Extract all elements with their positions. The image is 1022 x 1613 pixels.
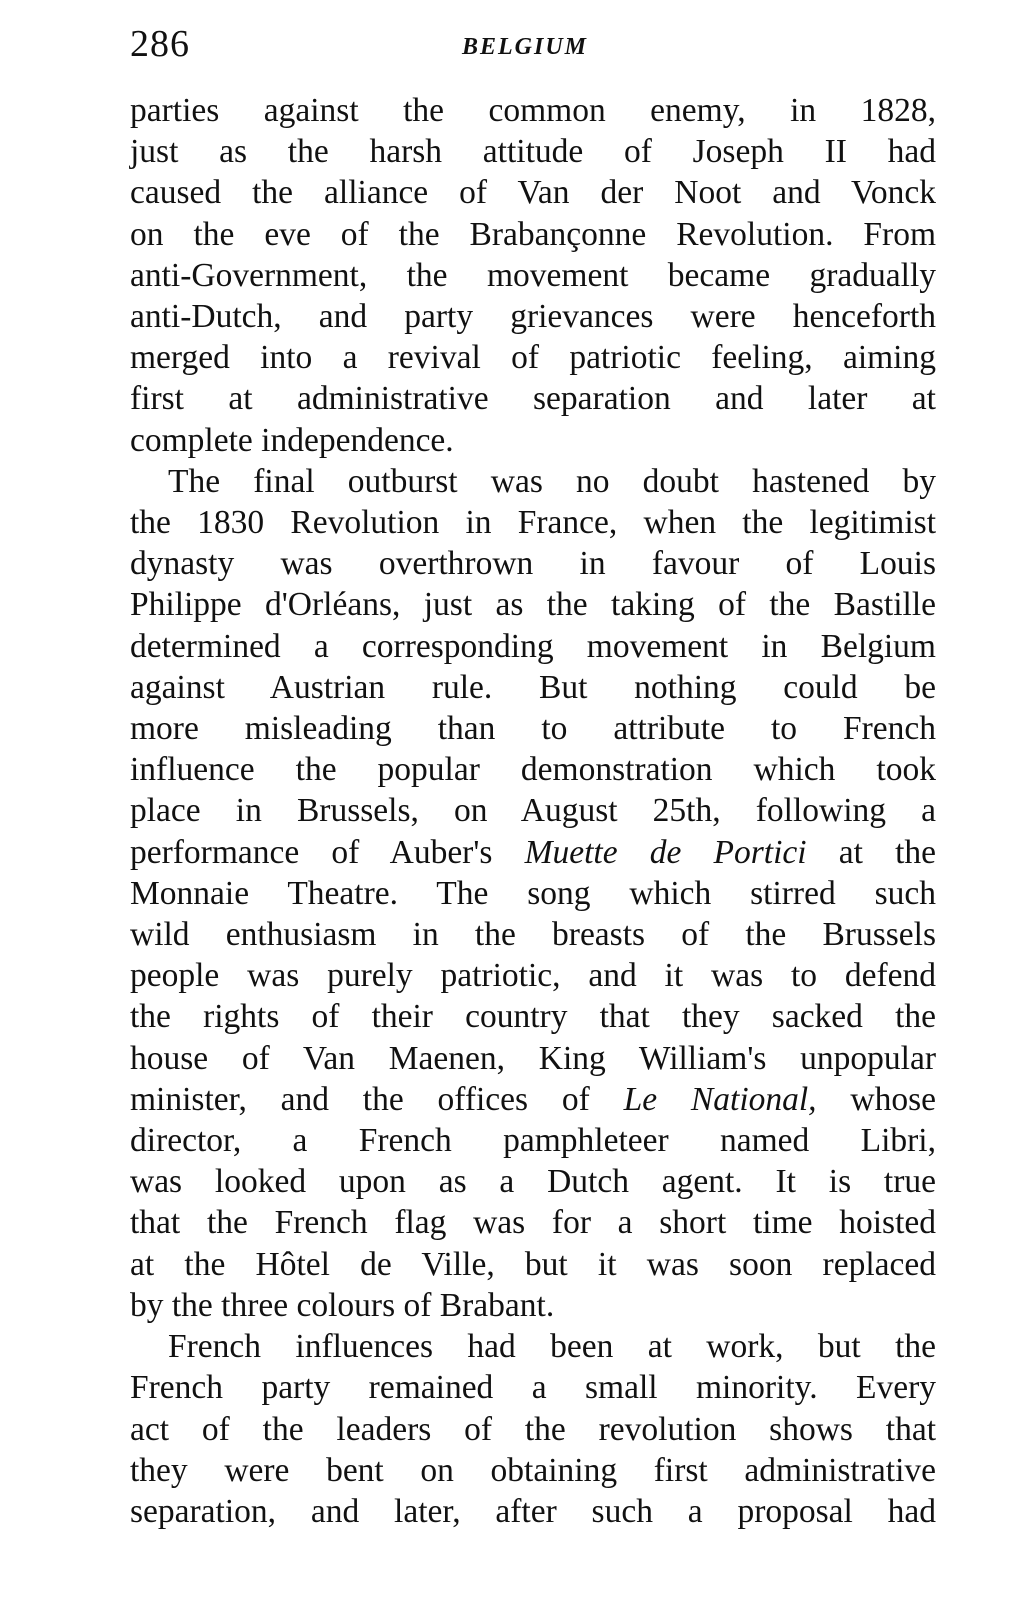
text-line: was looked upon as a Dutch agent. It is true — [130, 1163, 936, 1201]
text-line: they were bent on obtaining first administrative — [130, 1451, 936, 1489]
text-line: influence the popular demonstration which took — [130, 751, 936, 789]
running-title: BELGIUM — [462, 34, 589, 60]
text-line: house of Van Maenen, King William's unpopular — [130, 1039, 936, 1077]
text-line: against Austrian rule. But nothing could be — [130, 668, 936, 706]
text-line: separation, and later, after such a proposal had — [130, 1492, 936, 1530]
text-line: act of the leaders of the revolution shows that — [130, 1410, 936, 1448]
text-segment: performance of Auber's — [130, 833, 493, 871]
text-line-minister — [130, 1079, 936, 1120]
text-line: determined a corresponding movement in Belgium — [130, 627, 936, 665]
text-line: people was purely patriotic, and it was to defend — [130, 957, 936, 995]
page-number: 286 — [130, 23, 190, 65]
text-line: first at administrative separation and later at — [130, 380, 936, 418]
page-header — [130, 18, 940, 68]
text-line: Philippe d'Orléans, just as the taking of the Bastille — [130, 586, 936, 624]
text-line: by the three colours of Brabant. — [130, 1286, 555, 1324]
text-segment: minister, and the offices of — [130, 1080, 590, 1118]
body-text — [130, 90, 936, 1532]
text-line: place in Brussels, on August 25th, following a — [130, 792, 936, 830]
text-line: the rights of their country that they sacked the — [130, 998, 936, 1036]
text-line: anti-Dutch, and party grievances were henceforth — [130, 298, 936, 336]
text-line: parties against the common enemy, in 1828, — [130, 92, 936, 129]
text-line: wild enthusiasm in the breasts of the Brussels — [130, 916, 936, 954]
text-line: on the eve of the Brabançonne Revolution. From — [130, 215, 936, 253]
text-segment: whose — [850, 1080, 936, 1118]
text-line-performance — [130, 832, 936, 873]
text-line: dynasty was overthrown in favour of Louis — [130, 545, 936, 583]
text-line: that the French flag was for a short time hoisted — [130, 1204, 936, 1242]
text-line: anti-Government, the movement became gradually — [130, 256, 936, 294]
italic-title: Le National, — [623, 1080, 817, 1118]
text-line: caused the alliance of Van der Noot and Vonck — [130, 174, 936, 212]
text-line: the 1830 Revolution in France, when the legitimist — [130, 504, 936, 542]
text-line: at the Hôtel de Ville, but it was soon replaced — [130, 1245, 936, 1283]
text-line: director, a French pamphleteer named Libri, — [130, 1122, 936, 1160]
text-line: merged into a revival of patriotic feeling, aiming — [130, 339, 936, 377]
text-line: The final outburst was no doubt hastened by — [168, 462, 936, 500]
italic-title: Muette de Portici — [524, 833, 807, 871]
text-line: Monnaie Theatre. The song which stirred such — [130, 874, 936, 912]
text-line: just as the harsh attitude of Joseph II had — [130, 133, 936, 171]
text-line: complete independence. — [130, 421, 454, 459]
text-line: French party remained a small minority. Every — [130, 1369, 936, 1407]
text-line: French influences had been at work, but the — [168, 1328, 936, 1366]
text-line: more misleading than to attribute to French — [130, 710, 936, 748]
text-segment: at the — [838, 833, 937, 871]
